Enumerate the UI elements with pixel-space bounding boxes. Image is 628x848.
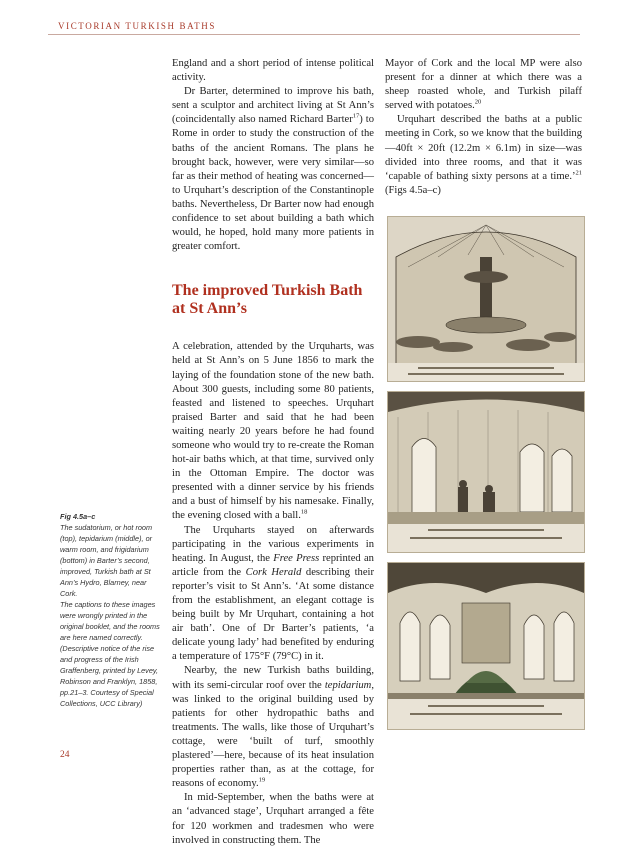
paragraph-text: The Urquharts stayed on afterwards participating in the various experiments in heating. In August, the xyxy=(172,524,374,564)
page-number: 24 xyxy=(60,750,70,760)
footnote-ref: 21 xyxy=(575,169,582,177)
paragraph-text: Dr Barter, determined to improve his bath, sent a sculptor and architect living at St Ann’s (coincidentally also named Richard Barter xyxy=(172,86,374,126)
paragraph: In mid-September, when the baths were at an ‘advanced stage’, Urquhart arranged a fête for 120 workmen and tradesmen who were involved in constructing them. The xyxy=(172,792,374,846)
paragraph-text: describing their reporter’s visit to St Ann’s. ‘At some distance from the establishment, an elegant cottage is being built by Mr Urquhart, containing a hot air bath’. One of Dr Barter’s patients, ‘a delicate young lady’ had benefited by enduring a temperature of 175°F (79°C) in it. xyxy=(172,566,374,663)
footnote-ref: 20 xyxy=(474,98,482,106)
text-column-right xyxy=(385,57,582,198)
engraving-image xyxy=(388,563,584,729)
paragraph-text: Urquhart described the baths at a public meeting in Cork, so we know that the building—40ft × 20ft (12.2m × 6.1m) in size—was divided into three rooms, and that it was ‘capable of bathing sixty persons at a time.’ xyxy=(385,114,582,182)
engraving-tepidarium xyxy=(387,391,585,553)
paragraph-text: (Figs 4.5a–c) xyxy=(385,184,441,196)
publication-title: Free Press xyxy=(273,552,320,564)
header-rule xyxy=(48,34,580,35)
paragraph-text: A celebration, attended by the Urquharts, was held at St Ann’s on 5 June 1856 to mark the laying of the foundation stone of the new bath. About 300 guests, including some 80 patients, feasted and listened to speeches. Urquhart praised Barter and said that he had been waiting nearly 20 years before he had found someone who would try to re-create the Roman hot-air baths which, at that time, survived only in the Ottoman Empire. The doctor was presented with a dinner service by his friends and a bust of himself by his namesake. Finally, the evening closed with a ball. xyxy=(172,341,374,522)
footnote-ref: 17 xyxy=(352,112,360,120)
footnote-ref: 18 xyxy=(300,508,308,516)
paragraph xyxy=(172,340,374,523)
term-italic: tepidarium xyxy=(324,679,372,691)
caption-text: (Descriptive notice of the rise and progress of the Irish Graffenberg, printed by Levey, Robinson and Franklyn, 1858, pp.21–3. Courtesy of Special Collections, UCC Library) xyxy=(60,644,159,708)
engraving-sudatorium xyxy=(387,216,585,382)
caption-label: Fig 4.5a–c xyxy=(60,512,96,521)
engraving-frigidarium xyxy=(387,562,585,730)
paragraph xyxy=(385,113,582,198)
paragraph: England and a short period of intense political activity. xyxy=(172,58,374,84)
paragraph-text: reprinted an article from the xyxy=(172,552,374,578)
paragraph-text: Nearby, the new Turkish baths building, with its semi-circular roof over the xyxy=(172,665,374,691)
section-heading: The improved Turkish Bath at St Ann’s xyxy=(172,282,363,318)
paragraph xyxy=(385,57,582,113)
paragraph-text: , was linked to the original building used by patients for other hydropathic baths and treatments. The walls, like those of Urquhart’s cottage, were ‘built of turf, smoothly plastered’—here, because of its heat insulation properties rather than, as at the cottage, for reasons of economy. xyxy=(172,679,374,790)
paragraph xyxy=(172,524,374,665)
publication-title: Cork Herald xyxy=(245,566,302,578)
paragraph xyxy=(172,664,374,791)
engraving-image xyxy=(388,217,584,381)
caption-text: The captions to these images were wrongly printed in the original booklet, and the rooms are here named correctly. xyxy=(60,600,160,642)
paragraph-text: Mayor of Cork and the local MP were also present for a dinner at which there was a sheep roasted whole, and Turkish pilaff served with potatoes. xyxy=(385,58,582,112)
engraving-image xyxy=(388,392,584,552)
text-column-left xyxy=(172,57,374,848)
paragraph xyxy=(172,85,374,254)
footnote-ref: 19 xyxy=(258,776,266,784)
running-head: VICTORIAN TURKISH BATHS xyxy=(58,21,216,31)
paragraph-text: ) to Rome in order to study the construction of the baths of the ancient Romans. The plans he brought back, however, were very similar—so far as their method of heating was concerned—to Urquhart’s description of the Constantinople baths. Nevertheless, Dr Barter now had enough confidence to set about building a bath which would, he hoped, hold many more patients in greater comfort. xyxy=(172,114,374,253)
figure-caption xyxy=(60,511,160,709)
caption-text: The sudatorium, or hot room (top), tepidarium (middle), or warm room, and frigidarium (bottom) in Barter’s second, improved, Turkish bath at St Ann’s Hydro, Blarney, near Cork. xyxy=(60,523,153,598)
